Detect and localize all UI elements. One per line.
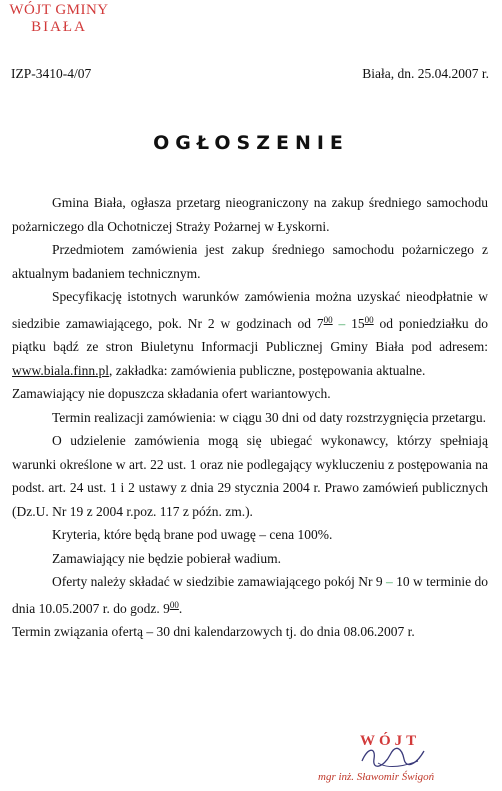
paragraph-4: Zamawiający nie dopuszcza składania ofert wariantowych. <box>12 386 331 401</box>
paragraph-3: Specyfikację istotnych warunków zamówienia można uzyskać nieodpłatnie w siedzibie zamawiającego, pok. Nr 2 w godzinach od $7^{00} - 15^{00}$ od poniedziałku do piątku bądź ze stron Biuletynu Informacji Publicznej Gminy Biała pod adresem: www.biala.finn.pl, zakładka: zamówienia publiczne, postępowania aktualne. <box>12 289 488 378</box>
signature-title: WÓJT <box>360 733 421 749</box>
announcement-body <box>12 191 488 644</box>
handwritten-signature <box>358 743 428 771</box>
official-stamp <box>4 2 114 36</box>
paragraph-7: Kryteria, które będą brane pod uwagę – cena 100%. <box>52 527 333 542</box>
document-title: OGŁOSZENIE <box>153 132 349 154</box>
paragraph-8: Zamawiający nie będzie pobierał wadium. <box>52 550 282 566</box>
paragraph-10: Termin związania ofertą – 30 dni kalendarzowych tj. do dnia 08.06.2007 r. <box>12 624 415 639</box>
signatory-name: mgr inż. Sławomir Świgoń <box>318 771 435 783</box>
paragraph-1: Gmina Biała, ogłasza przetarg nieograniczony na zakup średniego samochodu pożarniczego dla Ochotniczej Straży Pożarnej w Łyskorni. <box>12 195 488 234</box>
paragraph-6: O udzielenie zamówienia mogą się ubiegać wykonawcy, którzy spełniają warunki określone w art. 22 ust. 1 oraz nie podlegający wykluczeniu z postępowania na podst. art. 24 ust. 1 i 2 ustawy z dnia 29 stycznia 2004 r. Prawo zamówień publicznych (Dz.U. Nr 19 z 2004 r.poz. 117 z późn. zm.). <box>12 433 488 519</box>
paragraph-2: Przedmiotem zamówienia jest zakup średniego samochodu pożarniczego z aktualnym badaniem technicznym. <box>12 242 488 281</box>
stamp-line-1: WÓJT GMINY <box>9 2 109 18</box>
signature-block <box>318 733 488 789</box>
stamp-line-2: BIAŁA <box>31 19 87 35</box>
document-date: Biała, dn. 25.04.2007 r. <box>362 66 489 81</box>
paragraph-5: Termin realizacji zamówienia: w ciągu 30 dni od daty rozstrzygnięcia przetargu. <box>52 409 487 425</box>
deadline-time: $9^{00}$ <box>163 599 179 616</box>
time-from: $7^{00}$ <box>316 314 333 331</box>
bip-website-link[interactable]: www.biala.finn.pl <box>12 362 109 378</box>
paragraph-9: Oferty należy składać w siedzibie zamawiającego pokój Nr 9 – 10 w terminie do dnia 10.05.2007 r. do godz. $9^{00}$. <box>12 574 489 616</box>
time-to: $15^{00}$ <box>351 314 374 331</box>
reference-number: IZP-3410-4/07 <box>11 66 92 81</box>
